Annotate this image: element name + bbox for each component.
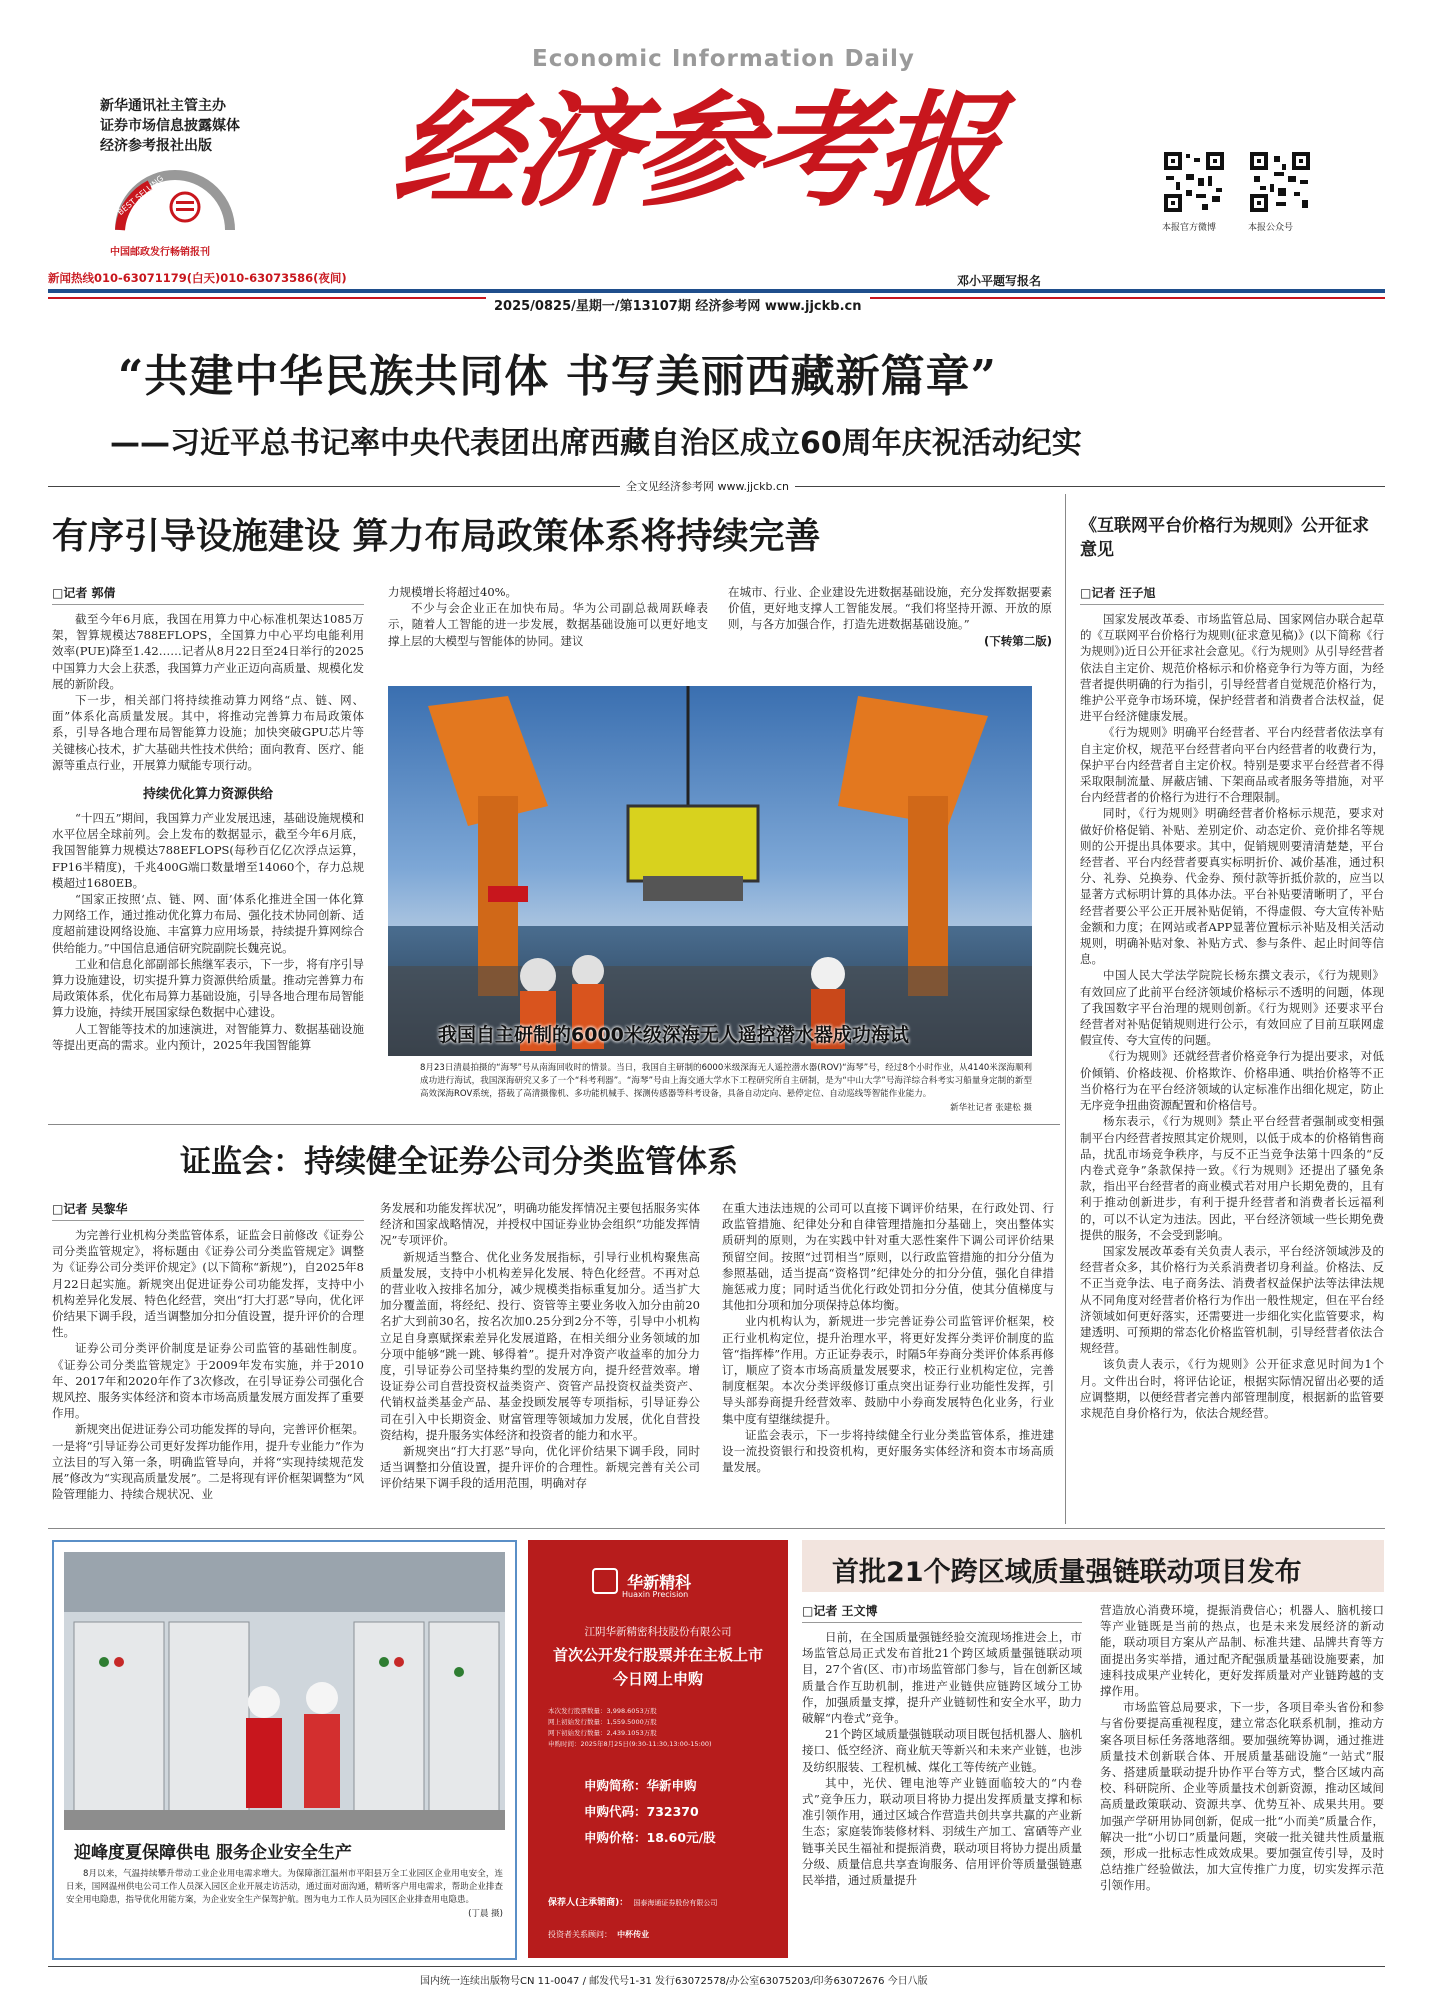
header-rule-blue bbox=[48, 289, 1385, 293]
article1-subhead: 持续优化算力资源供给 bbox=[142, 787, 273, 803]
best-selling-logo-icon bbox=[110, 165, 260, 235]
article1-byline: □记者 郭倩 bbox=[52, 584, 364, 605]
photo-rov-caption: 8月23日清晨拍摄的“海琴”号从南海回收时的情景。当日，我国自主研制的6000米级深海无人遥控潜水器(ROV)“海琴”号，经过8个小时作业，从4140米深海顺利成功进行海试，我国深海研究又多了一个“科考利器”。“海琴”号由上海交通大学水下工程研究所自主研制，是为“中山大学”号海洋综合科考实习船量身定制的新型高效深海ROV系统，搭载了高清摄像机、多功能机械手、探测传感器等科考设备，具备自动定向、悬停定位、自动巡线等智能作业能力。 bbox=[420, 1063, 1032, 1099]
badge-caption: 中国邮政发行畅销报刊 bbox=[110, 247, 210, 258]
article4-col1 bbox=[802, 1602, 1082, 1957]
ad-logo bbox=[592, 1568, 732, 1598]
article4-col2 bbox=[1100, 1602, 1384, 1957]
ad-detail-line: 本次发行股票数量：3,998.6053万股 bbox=[548, 1707, 657, 1715]
fulltext-note: 全文见经济参考网 www.jjckb.cn bbox=[620, 478, 795, 494]
article1-paragraph: “十四五”期间，我国算力产业发展迅速，基础设施规模和水平位居全球前列。会上发布的数据显示，截至今年6月底，我国智能算力规模达788EFLOPS(每秒百亿亿次浮点运算，FP16半精度)，千兆400G端口数量增至14060个，存力总规模超过1680EB。 bbox=[52, 811, 364, 890]
photo-rov-overlay: 我国自主研制的6000米级深海无人遥控潜水器成功海试 bbox=[438, 1024, 909, 1046]
best-selling-badge bbox=[110, 165, 260, 258]
article2-col3 bbox=[722, 1200, 1054, 1522]
photo-rov bbox=[388, 686, 1032, 1056]
article4-headline-box bbox=[802, 1540, 1384, 1592]
article2-paragraph: 新规突出促进证券公司功能发挥的导向，完善评价框架。一是将“引导证券公司更好发挥功能作用，提升专业能力”作为立法目的写入第一条，明确监管导向，并将“实现持续规范发展”修改为“实现高质量发展”。二是将现有评价框架调整为“风险管理能力、持续合规状况、业 bbox=[52, 1422, 364, 1502]
article3-paragraph: 中国人民大学法学院院长杨东撰文表示，《行为规则》有效回应了此前平台经济领域价格标示不透明的问题，体现了我国数字平台治理的规则创新。《行为规则》还要求平台经营者对补贴促销规则进行公示，有效回应了目前互联网虚假宣传、夸大宣传的问题。 bbox=[1080, 968, 1384, 1048]
article2-byline: □记者 吴黎华 bbox=[52, 1200, 364, 1221]
article1-paragraph: 人工智能等技术的加速演进，对智能算力、数据基础设施等提出更高的需求。业内预计，2025年我国智能算 bbox=[52, 1021, 364, 1052]
article1-col3 bbox=[728, 584, 1052, 672]
article1-paragraph: 力规模增长将超过40%。 bbox=[388, 585, 518, 599]
ad-code: 申购代码：732370 bbox=[584, 1804, 699, 1819]
ad-sponsor-name: 国泰海通证券股份有限公司 bbox=[633, 1899, 718, 1907]
ad-ir-name: 中杯传业 bbox=[617, 1930, 650, 1939]
footer-rule bbox=[48, 1966, 1385, 1967]
qr-block-1[interactable] bbox=[1162, 150, 1232, 233]
article2-paragraph: 新规突出“打大打恶”导向，优化评价结果下调手段，同时适当调整扣分值设置，提升评价的合理性。新规完善有关公司评价结果下调手段的适用范围，明确对存 bbox=[380, 1444, 700, 1491]
article3-paragraph: 同时，《行为规则》明确经营者价格标示规范，要求对做好价格促销、补贴、差别定价、动态定价、竞价排名等规则的公开提出具体要求。其中，促销规则要清清楚楚，平台经营者、平台内经营者要真实标明折价、减价基准，通过积分、礼券、兑换券、代金券、预付款等折抵价款的，应当以显著方式标明计算的具体办法。平台补贴要清晰明了，平台经营者要公平公正开展补贴促销，不得虚假、夸大宣传补贴金额和力度；在网站或者APP显著位置标示补贴及相关活动规则，明确补贴对象、补贴方式、参与条件、起止时间等信息。 bbox=[1080, 806, 1384, 967]
ad-detail-line: 网上初始发行数量：1,559.5000万股 bbox=[548, 1718, 657, 1726]
ad-brand-en: Huaxin Precision bbox=[622, 1590, 689, 1599]
masthead-title bbox=[387, 79, 1003, 224]
article2-top-rule bbox=[48, 1124, 1060, 1125]
rov-photo-image bbox=[388, 686, 1032, 1056]
article3-paragraph: 国家发展改革委、市场监管总局、国家网信办联合起草的《互联网平台价格行为规则(征求意见稿)》(以下简称《行为规则》)近日公开征求社会意见。《行为规则》从引导经营者依法自主定价、规范价格标示和价格竞争行为等方面，为经营者提供明确的行为指引，引导经营者自觉规范价格行为，维护公平竞争市场环境，保护经营者和消费者合法权益，促进平台经济健康发展。 bbox=[1080, 612, 1384, 724]
photo-power-supply bbox=[64, 1552, 505, 1830]
article3-paragraph: 杨东表示，《行为规则》禁止平台经营者强制或变相强制平台内经营者按照其定价规则，以低于成本的价格销售商品，扰乱市场竞争秩序，与反不正当竞争法第十四条的“反内卷式竞争”条款保持一致。《行为规则》还提出了骚免条款，指出平台经营者的商业模式若对用户长期免费的，且有利于推动创新进步，有利于提升经营者和消费者长远福利的，可以不认定为违法。因此，平台经济领域一些长期免费提供的服务，不会受到影响。 bbox=[1080, 1114, 1384, 1242]
qr-block-2[interactable] bbox=[1248, 150, 1318, 233]
article1-paragraph: 工业和信息化部副部长熊继军表示，下一步，将有序引导算力设施建设，切实提升算力资源供给质量。推动完善算力布局政策体系，优化布局算力基础设施，引导各地合理布局智能算力设施，持续开展国家绿色数据中心建设。 bbox=[52, 956, 364, 1020]
photo2-caption-block bbox=[66, 1868, 503, 1954]
article1-col2 bbox=[388, 584, 708, 672]
hotline-text: 新闻热线010-63071179(白天)010-63073586(夜间) bbox=[48, 271, 347, 285]
article3-paragraph: 《行为规则》明确平台经营者、平台内经营者依法享有自主定价权，规范平台经营者向平台内经营者的收费行为，保护平台内经营者自主定价权。特别是要求平台经营者不得采取限制流量、屏蔽店铺、下架商品或者服务等措施，对平台内经营者的价格行为进行不合理限制。 bbox=[1080, 725, 1384, 805]
article1-paragraph: “国家正按照‘点、链、网、面’体系化推进全国一体化算力网络工作，通过推动优化算力布局、强化技术协同创新、适度超前建设网络设施、丰富算力应用场景，持续提升算网综合供给能力。”中国信息通信研究院副院长魏亮说。 bbox=[52, 892, 364, 955]
article2-col2 bbox=[380, 1200, 700, 1522]
article1-paragraph: 不少与会企业正在加快布局。华为公司副总裁周跃峰表示，随着人工智能的进一步发展，数据基础设施可以更好地支撑上层的大模型与智能体的协同。建议 bbox=[388, 601, 708, 648]
ad-logo-icon bbox=[592, 1568, 618, 1594]
vertical-divider-right bbox=[1065, 494, 1066, 1524]
article2-paragraph: 务发展和功能发挥状况”，明确功能发挥情况主要包括服务实体经济和国家战略情况，并授权中国证券业协会组织“功能发挥情况”专项评价。 bbox=[380, 1201, 700, 1248]
article3-col bbox=[1080, 584, 1384, 1524]
article4-byline: □记者 王文博 bbox=[802, 1602, 1082, 1623]
article2-paragraph: 证券公司分类评价制度是证券公司监管的基础性制度。《证券公司分类监管规定》于2009年发布实施，并于2010年、2017年和2020年作了3次修改，在引导证券公司强化合规风控、服务实体经济和资本市场高质量发展方面发挥了重要作用。 bbox=[52, 1341, 364, 1421]
article1-headline: 有序引导设施建设 算力布局政策体系将持续完善 bbox=[52, 516, 821, 557]
qr-code-icon[interactable] bbox=[1248, 150, 1312, 214]
article4-paragraph: 日前，在全国质量强链经验交流现场推进会上，市场监管总局正式发布首批21个跨区域质量强链联动项目，27个省(区、市)市场监管部门参与，旨在创新区域质量合作互助机制，推进产业链供应链跨区域分工协作，加强质量支撑，提升产业链韧性和安全水平，助力破解“内卷式”竞争。 bbox=[802, 1630, 1082, 1726]
article2-paragraph: 为完善行业机构分类监管体系，证监会日前修改《证券公司分类监管规定》，将标题由《证券公司分类监管规定》调整为《证券公司分类评价规定》(以下简称“新规”)，自2025年8月22日起实施。新规突出促进证券公司功能发挥，支持中小机构差异化发展、特色化经营，突出“打大打恶”导向，优化评价结果下调手段，适当调整加分扣分值设置，提升评价的合理性。 bbox=[52, 1228, 364, 1340]
bottom-section-rule bbox=[48, 1528, 1385, 1529]
calligraphy-credit: 邓小平题写报名 bbox=[957, 274, 1042, 288]
ad-code-label: 申购简称：华新申购 bbox=[584, 1778, 697, 1793]
article3-paragraph: 该负责人表示，《行为规则》公开征求意见时间为1个月。文件出台时，将评估论证，根据实际情况留出必要的适应调整期，以便经营者完善内部管理制度，根据新的监管要求规范自身价格行为，依法合规经营。 bbox=[1080, 1357, 1384, 1420]
publisher-line-3: 经济参考报社出版 bbox=[100, 138, 212, 154]
article2-paragraph: 新规适当整合、优化业务发展指标，引导行业机构聚焦高质量发展，支持中小机构差异化发展、特色化经营。不再对总的营业收入按排名加分，减少规模类指标重复加分。适当扩大加分覆盖面，将经纪、投行、资管等主要业务收入加分由前20名扩大到前30名，按名次加0.25分到2分不等，引导中小机构立足自身禀赋探索差异化发展道路，在相关细分业务领域的加分项中能够“跳一跳、够得着”。提升对净资产收益率的加分力度，引导证券公司坚持集约型的发展方向，提升经营效率。增设证券公司自营投资权益类资产、资管产品投资权益类资产、代销权益类基金产品、基金投顾发展等专项指标，引导证券公司在引入中长期资金、财富管理等领域加力发展，优化自营投资结构，提升服务实体经济和投资者的能力和水平。 bbox=[380, 1249, 700, 1442]
article4-paragraph: 市场监管总局要求，下一步，各项目牵头省份和参与省份要提高重视程度，建立常态化联系机制，推动方案各项目标任务落地落细。要加强统筹协调，通过推进质量技术创新联合体、开展质量基础设施“一站式”服务、搭建质量联动提升协作平台等方式，整合区域内高校、科研院所、企业等质量技术创新资源，推动区域间高质量政策联动、资源共享、优势互补、成果共用。要加强产学研用协同创新，促成一批“小而美”质量合作，解决一批“小切口”质量问题，突破一批关键共性质量瓶颈，形成一批标志性成效成果。要加强宣传引导，及时总结推广经验做法，加大宣传推广力度，切实发挥示范引领作用。 bbox=[1100, 1700, 1384, 1893]
article3-paragraph: 国家发展改革委有关负责人表示，平台经济领域涉及的经营者众多，其价格行为关系消费者切身利益。价格法、反不正当竞争法、电子商务法、消费者权益保护法等法律法规从不同角度对经营者价格行为作出一般性规定，但在平台经济领域如何更好落实，还需要进一步细化实化监管要求，构建透明、可预期的常态化价格监管机制，引导经营者依法合规经营。 bbox=[1080, 1243, 1384, 1356]
article4-paragraph: 其中，光伏、锂电池等产业链面临较大的“内卷式”竞争压力，联动项目将协力提出发挥质量支撑和标准引领作用，通过区域合作营造共创共享共赢的产业新生态；家庭装饰装修材料、羽绒生产加工、富硒等产业链事关民生福祉和提振消费，联动项目将协力提出质量分级、质量信息共享查询服务、信用评价等质量强链惠民举措，通过质量提升 bbox=[802, 1775, 1082, 1888]
ipo-advertisement bbox=[528, 1540, 788, 1958]
photo2-frame bbox=[52, 1540, 517, 1960]
lead-headline: “共建中华民族共同体 书写美丽西藏新篇章” bbox=[118, 351, 997, 402]
svg-text:BEST SELLING: BEST SELLING bbox=[116, 173, 166, 218]
article1-paragraph: 在城市、行业、企业建设先进数据基础设施，充分发挥数据要素价值，更好地支撑人工智能发展。“我们将坚持开源、开放的原则，与各方加强合作，打造先进数据基础设施。” bbox=[728, 585, 1052, 632]
qr-2-label: 本报公众号 bbox=[1248, 223, 1294, 233]
ad-details bbox=[548, 1706, 768, 1750]
ad-detail-line: 申购时间：2025年8月25日(9:30-11:30,13:00-15:00) bbox=[548, 1740, 712, 1748]
photo-rov-caption-block bbox=[420, 1062, 1032, 1120]
photo2-caption: 8月以来，气温持续攀升带动工业企业用电需求增大。为保障浙江温州市平阳县万全工业园区企业用电安全，连日来，国网温州供电公司工作人员深入园区企业开展走访活动，通过面对面沟通，精听客户用电需求，帮助企业排查安全用电隐患，指导优化用能方案，为企业安全生产保驾护航。图为电力工作人员为园区企业排查用电隐患。 bbox=[66, 1869, 503, 1905]
article1-paragraph: 下一步，相关部门将持续推动算力网络“点、链、网、面”体系化高质量发展。其中，将推动完善算力布局政策体系，引导各地合理布局智能算力设施；加快突破GPU芯片等关键核心技术，扩大基础共性技术供给；面向教育、医疗、能源等重点行业，开展算力赋能专项行动。 bbox=[52, 693, 364, 772]
article1-paragraph: 截至今年6月底，我国在用算力中心标准机架达1085万架，智算规模达788EFLOPS，全国算力中心平均电能利用效率(PUE)降至1.42……记者从8月22日至24日举行的2025中国算力大会上获悉，我国算力产业正迈向高质量、规模化发展的新阶段。 bbox=[52, 612, 364, 691]
article2-col1 bbox=[52, 1200, 364, 1522]
publisher-block bbox=[100, 96, 300, 156]
lead-subheadline: ——习近平总书记率中央代表团出席西藏自治区成立60周年庆祝活动纪实 bbox=[110, 426, 1082, 461]
article1-continued: (下转第二版) bbox=[983, 633, 1052, 648]
ad-detail-line: 网下初始发行数量：2,439.1053万股 bbox=[548, 1729, 657, 1737]
publisher-line-1: 新华通讯社主管主办 bbox=[100, 98, 226, 114]
ad-line2: 今日网上申购 bbox=[612, 1670, 703, 1688]
article1-col1 bbox=[52, 584, 364, 1119]
article3-paragraph: 《行为规则》还就经营者价格竞争行为提出要求，对低价倾销、价格歧视、价格欺诈、价格串通、哄抬价格等不正当价格行为在平台经济领域的认定标准作出细化规定，防止无序竞争扭曲资源配置和价格信号。 bbox=[1080, 1049, 1384, 1113]
article4-paragraph: 21个跨区域质量强链联动项目既包括机器人、脑机接口、低空经济、商业航天等新兴和未来产业链，也涉及纺织服装、工程机械、煤化工等传统产业链。 bbox=[802, 1727, 1082, 1774]
article2-paragraph: 业内机构认为，新规进一步完善证券公司监管评价框架，校正行业机构定位，提升治理水平，将更好发挥分类评价制度的监管“指挥棒”作用。方正证券表示，时隔5年券商分类评价体系再修订，顺应了资本市场高质量发展要求，校正行业机构定位，完善制度框架。本次分类评级修订重点突出证券行业功能性发挥，引导头部券商提升经营效率、鼓励中小券商发展特色化业务，行业集中度有望继续提升。 bbox=[722, 1314, 1054, 1426]
article2-paragraph: 证监会表示，下一步将持续健全行业分类监管体系，推进建设一流投资银行和投资机构，更好服务实体经济和资本市场高质量发展。 bbox=[722, 1427, 1054, 1475]
ad-price: 申购价格：18.60元/股 bbox=[584, 1830, 716, 1845]
footer-text: 国内统一连续出版物号CN 11-0047 / 邮发代号1-31 发行63072578/办公室63075203/印务63072676 今日八版 bbox=[420, 1976, 928, 1987]
photo2-caption-title: 迎峰度夏保障供电 服务企业安全生产 bbox=[74, 1843, 352, 1863]
ad-company: 江阴华新精密科技股份有限公司 bbox=[584, 1626, 732, 1638]
power-photo-image bbox=[64, 1552, 505, 1830]
hotline-bar bbox=[48, 272, 1385, 284]
photo-rov-credit: 新华社记者 张建松 摄 bbox=[950, 1103, 1032, 1113]
issue-line: 2025/0825/星期一/第13107期 经济参考网 www.jjckb.cn bbox=[486, 295, 870, 314]
ad-sponsor bbox=[548, 1890, 778, 1909]
masthead-calligraphy: 经济参考报 bbox=[387, 79, 1003, 224]
photo2-credit: (丁晨 摄) bbox=[468, 1909, 503, 1919]
article4-paragraph: 营造放心消费环境，提振消费信心；机器人、脑机接口等产业链既是当前的热点，也是未来发展经济的新动能，联动项目方案从产品制、标准共建、品牌共育等方面提出务实举措，通过配齐配强质量基础设施要素，加速科技成果产业转化，更好发挥质量对产业链跨越的支撑作用。 bbox=[1100, 1603, 1384, 1699]
ad-ir bbox=[548, 1922, 778, 1941]
ad-sponsor-label: 保荐人(主承销商)： bbox=[548, 1898, 629, 1908]
article2-headline: 证监会：持续健全证券公司分类监管体系 bbox=[180, 1144, 738, 1180]
article3-headline bbox=[1080, 514, 1380, 562]
ad-line1: 首次公开发行股票并在主板上市 bbox=[552, 1646, 763, 1664]
qr-1-label: 本报官方微博 bbox=[1162, 223, 1217, 233]
ad-ir-label: 投资者关系顾问： bbox=[548, 1930, 612, 1939]
ad-brand: 华新精科 bbox=[627, 1572, 692, 1592]
english-title: Economic Information Daily bbox=[532, 46, 915, 72]
publisher-line-2: 证券市场信息披露媒体 bbox=[100, 118, 240, 134]
article4-headline: 首批21个跨区域质量强链联动项目发布 bbox=[832, 1557, 1302, 1588]
article3-headline-text: 《互联网平台价格行为规则》公开征求意见 bbox=[1080, 516, 1369, 560]
article2-paragraph: 在重大违法违规的公司可以直接下调评价结果，在行政处罚、行政监管措施、纪律处分和自律管理措施扣分基础上，突出整体实质研判的原则，为在实践中针对重大恶性案件下调公司评价结果预留空间。按照“过罚相当”原则，以行政监管措施的扣分分值为参照基础，适当提高“资格罚”纪律处分的扣分分值，强化自律措施惩戒力度；同时适当优化行政处罚扣分分值，使其分值梯度与其他扣分项和加分项保持总体均衡。 bbox=[722, 1201, 1054, 1313]
qr-code-icon[interactable] bbox=[1162, 150, 1226, 214]
article3-byline: □记者 汪子旭 bbox=[1080, 584, 1384, 605]
